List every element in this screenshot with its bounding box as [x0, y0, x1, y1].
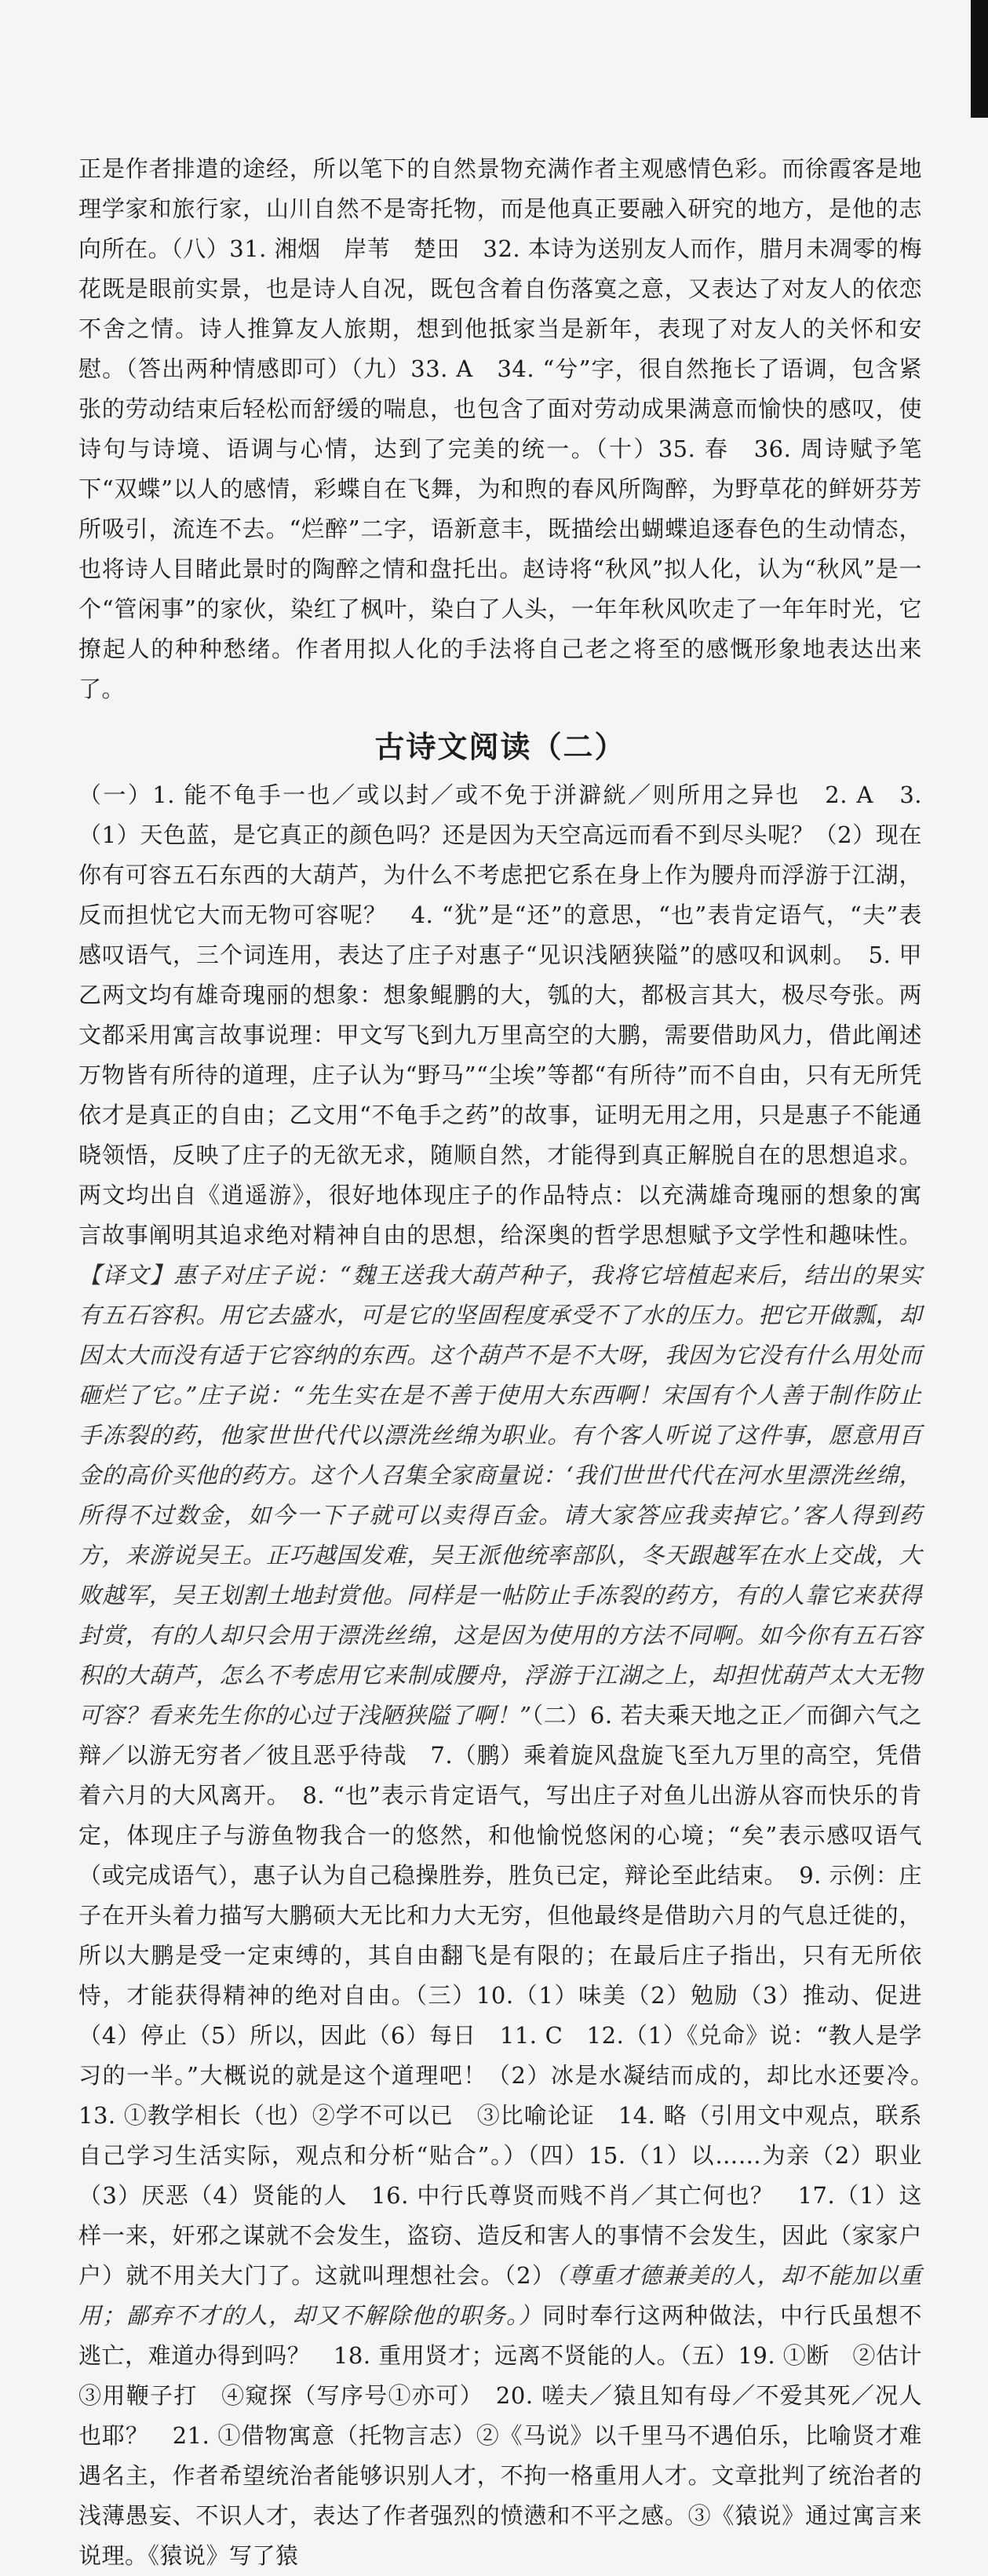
document-page [78, 149, 946, 2576]
answer-paragraph-continued: 正是作者排遣的途经，所以笔下的自然景物充满作者主观感情色彩。而徐霞客是地理学家和旅行家，山川自然不是寄托物，而是他真正要融入研究的地方，是他的志向所在。（八）31. 湘烟 岸苇 楚田 32. 本诗为送别友人而作，腊月未凋零的梅花既是眼前实景，也是诗人自况，既包含着自伤落寞之意，又表达了对友人的依恋不舍之情。诗人推算友人旅期，想到他抵家当是新年，表现了对友人的关怀和安慰。（答出两种情感即可）（九）33. A 34. “兮”字，很自然拖长了语调，包含紧张的劳动结束后轻松而舒缓的喘息，也包含了面对劳动成果满意而愉快的感叹，使诗句与诗境、语调与心情，达到了完美的统一。（十）35. 春 36. 周诗赋予笔下“双蝶”以人的感情，彩蝶自在飞舞，为和煦的春风所陶醉，为野草花的鲜妍芬芳所吸引，流连不去。“烂醉”二字，语新意丰，既描绘出蝴蝶追逐春色的生动情态，也将诗人目睹此景时的陶醉之情和盘托出。赵诗将“秋风”拟人化，认为“秋风”是一个“管闲事”的家伙，染红了枫叶，染白了人头，一年年秋风吹走了一年年时光，它撩起人的种种愁绪。作者用拟人化的手法将自己老之将至的感慨形象地表达出来了。 [78, 155, 922, 702]
answers-part-two: （二）6. 若夫乘天地之正／而御六气之辩／以游无穷者／彼且恶乎待哉 7.（鹏）乘着旋风盘旋飞至九万里的高空，凭借着六月的大风离开。 8. “也”表示肯定语气，写出庄子对鱼儿出游从容而快乐的肯定，体现庄子与游鱼物我合一的悠然，和他愉悦悠闲的心境；“矣”表示感叹语气（或完成语气），惠子认为自己稳操胜券，胜负已定，辩论至此结束。 9. 示例：庄子在开头着力描写大鹏硕大无比和力大无穷，但他最终是借助六月的气息迁徙的，所以大鹏是受一定束缚的，其自由翻飞是有限的；在最后庄子指出，只有无所依恃，才能获得精神的绝对自由。（三）10.（1）味美（2）勉励（3）推动、促进（4）停止（5）所以，因此（6）每日 11. C 12.（1）《兑命》说：“教人是学习的一半。”大概说的就是这个道理吧！（2）冰是水凝结而成的，却比水还要冷。 13. ①教学相长（也）②学不可以已 ③比喻论证 14. 略（引用文中观点，联系自己学习生活实际，观点和分析“贴合”。）（四）15.（1）以……为亲（2）职业（3）厌恶（4）贤能的人 16. 中行氏尊贤而贱不肖／其亡何也？ 17.（1）这样一来，奸邪之谋就不会发生，盗窃、造反和害人的事情不会发生，因此（家家户户）就不用关大门了。这就叫理想社会。（2） [78, 1702, 946, 2289]
section-title: 古诗文阅读（二） [374, 730, 626, 764]
answers-part-three: 同时奉行这两种做法，中行氏虽想不逃亡，难道办得到吗？ 18. 重用贤才；远离不贤能的人。（五）19. ①断 ②估计 ③用鞭子打 ④窥探（写序号①亦可） 20. 嗟夫／猿且知有母／不爱其死／况人也耶？ 21. ①借物寓意（托物言志）②《马说》以千里马不遇伯乐，比喻贤才难遇名主，作者希望统治者能够识别人才，不拘一格重用人才。文章批判了统治者的浅薄愚妄、不识人才，表达了作者强烈的愤懑和不平之感。③《猿说》通过寓言来说理。《猿说》写了猿 [78, 2302, 946, 2569]
answer-paragraph-main [78, 775, 946, 2576]
answer-17-2-note: （尊重才德兼美的人，却不能加以重用；鄙弃不才的人，却又不解除他的职务。） [78, 2262, 922, 2329]
translation-text: 【译文】惠子对庄子说：“魏王送我大葫芦种子，我将它培植起来后，结出的果实有五石容积。用它去盛水，可是它的坚固程度承受不了水的压力。把它开做瓢，却因太大而没有适于它容纳的东西。这个葫芦不是不大呀，我因为它没有什么用处而砸烂了它。”庄子说：“先生实在是不善于使用大东西啊！宋国有个人善于制作防止手冻裂的药，他家世世代代以漂洗丝绵为职业。有个客人听说了这件事，愿意用百金的高价买他的药方。这个人召集全家商量说：‘我们世世代代在河水里漂洗丝绵，所得不过数金，如今一下子就可以卖得百金。请大家答应我卖掉它。’客人得到药方，来游说吴王。正巧越国发难，吴王派他统率部队，冬天跟越军在水上交战，大败越军，吴王划割土地封赏他。同样是一帖防止手冻裂的药方，有的人靠它来获得封赏，有的人却只会用于漂洗丝绵，这是因为使用的方法不同啊。如今你有五石容积的大葫芦，怎么不考虑用它来制成腰舟，浮游于江湖之上，却担忧葫芦太大无物可容？看来先生你的心过于浅陋狭隘了啊！” [78, 1262, 922, 1729]
page-edge-bar [971, 0, 988, 118]
answers-part-one: （一）1. 能不龟手一也／或以封／或不免于洴澼絖／则所用之异也 2. A 3.（1）天色蓝，是它真正的颜色吗？还是因为天空高远而看不到尽头呢？（2）现在你有可容五石东西的大葫芦，为什么不考虑把它系在身上作为腰舟而浮游于江湖，反而担忧它大而无物可容呢？ 4. “犹”是“还”的意思，“也”表肯定语气，“夫”表感叹语气，三个词连用，表达了庄子对惠子“见识浅陋狭隘”的感叹和讽刺。 5. 甲乙两文均有雄奇瑰丽的想象：想象鲲鹏的大，瓠的大，都极言其大，极尽夸张。两文都采用寓言故事说理：甲文写飞到九万里高空的大鹏，需要借助风力，借此阐述万物皆有所待的道理，庄子认为“野马”“尘埃”等都“有所待”而不自由，只有无所凭依才是真正的自由；乙文用“不龟手之药”的故事，证明无用之用，只是惠子不能通晓领悟，反映了庄子的无欲无求，随顺自然，才能得到真正解脱自在的思想追求。两文均出自《逍遥游》，很好地体现庄子的作品特点：以充满雄奇瑰丽的想象的寓言故事阐明其追求绝对精神自由的思想，给深奥的哲学思想赋予文学性和趣味性。 [78, 782, 922, 1248]
